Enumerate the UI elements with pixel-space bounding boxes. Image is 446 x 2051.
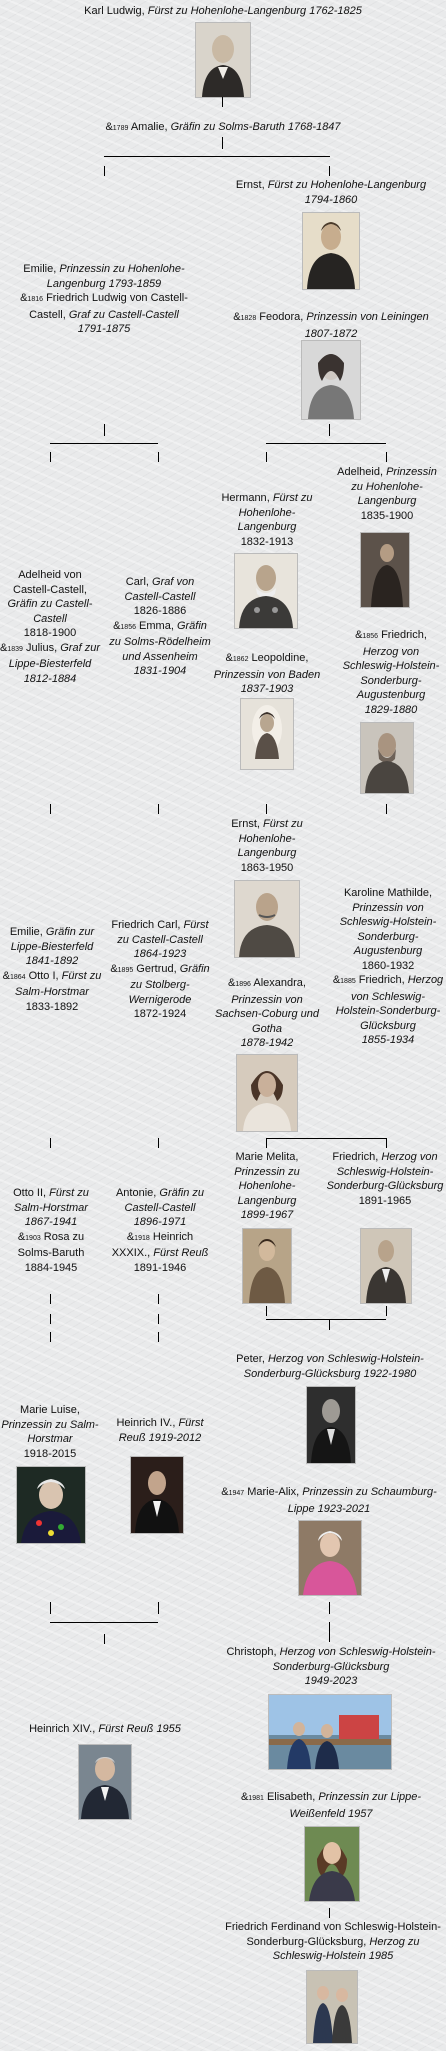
- person-title: Fürst zu Castell-Castell 1864-1923: [117, 919, 209, 960]
- person-name: Heinrich IV.: [116, 1417, 173, 1429]
- person-title: Fürst Reuß 1955: [98, 1723, 181, 1735]
- spouse-dates: 1831-1904: [133, 665, 187, 677]
- spouse-name: Friedrich Ludwig von Castell-Castell: [29, 292, 188, 321]
- person-title: Gräfin zur Lippe-Biesterfeld: [10, 926, 95, 953]
- person-dates: 1832-1913: [240, 535, 294, 548]
- marriage-year: 1856: [120, 623, 136, 631]
- person-name: Heinrich XIV.: [29, 1723, 93, 1735]
- person-peter[interactable]: Peter, Herzog von Schleswig-Holstein-Sonderburg-Glücksburg 1922-1980: [236, 1353, 424, 1380]
- spouse-name: Heinrich XXXIX.: [111, 1230, 194, 1259]
- portrait-heinrich4[interactable]: [130, 1456, 184, 1534]
- portrait-ernst2[interactable]: [234, 880, 300, 958]
- person-name: Friedrich: [332, 1151, 376, 1163]
- portrait-peter[interactable]: [306, 1386, 356, 1464]
- person-name: Marie Luise: [20, 1404, 77, 1416]
- person-dates: 1829-1880: [364, 703, 418, 716]
- marriage-year: 1816: [27, 296, 43, 303]
- person-heinrich4[interactable]: Heinrich IV., Fürst Reuß 1919-2012: [116, 1417, 204, 1444]
- spouse-title: Graf zu Castell-Castell: [68, 308, 179, 321]
- person-name: Adelheid von Castell-Castell: [13, 569, 84, 596]
- portrait-leopoldine[interactable]: [240, 698, 294, 770]
- person-dates: 1918-2015: [23, 1447, 77, 1460]
- person-title: Fürst zu Hohenlohe-Langenburg: [267, 179, 427, 191]
- person-name: Alexandra: [253, 977, 303, 989]
- person-heinrich14[interactable]: Heinrich XIV., Fürst Reuß 1955: [29, 1723, 181, 1735]
- marriage-year: 1864: [9, 973, 26, 981]
- person-name: Karl Ludwig: [84, 5, 142, 17]
- person-name: Carl: [125, 576, 146, 588]
- spouse-name: Julius: [26, 641, 55, 654]
- photo-friedrich-ferdinand[interactable]: [306, 1970, 358, 2044]
- person-elisabeth[interactable]: &1981 Elisabeth, Prinzessin zur Lippe-Weißenfeld 1957: [240, 1791, 422, 1820]
- portrait-marie-melita[interactable]: [242, 1228, 292, 1304]
- portrait-friedrich-sh[interactable]: [360, 722, 414, 794]
- marriage-year: 1903: [25, 1234, 41, 1242]
- marriage-year: 1947: [228, 1490, 245, 1497]
- person-emilie[interactable]: Emilie, Prinzessin zu Hohenlohe-Langenburg 1793-1859 &1816 Friedrich Ludwig von Castell-Castell, Graf zu Castell-Castell 1791-1875: [20, 263, 188, 335]
- person-title: Herzog von Schleswig-Holstein-Sonderburg-Augustenburg: [342, 645, 440, 701]
- person-amalie[interactable]: &1789 Amalie, Gräfin zu Solms-Baruth 1768-1847: [105, 121, 341, 133]
- portrait-marie-luise[interactable]: [16, 1466, 86, 1544]
- person-dates: 1867-1941: [24, 1216, 78, 1228]
- person-leopoldine[interactable]: &1862 Leopoldine, Prinzessin von Baden 1837-1903: [213, 652, 321, 695]
- portrait-ernst[interactable]: [302, 212, 360, 290]
- person-marie-alix[interactable]: &1947 Marie-Alix, Prinzessin zu Schaumburg-Lippe 1923-2021: [221, 1486, 437, 1515]
- marriage-year: 1856: [362, 633, 378, 640]
- person-dates: 1863-1950: [240, 861, 294, 874]
- spouse-title: Gräfin zu Solms-Rödelheim und Assenheim: [109, 619, 211, 663]
- person-name: Antonie: [115, 1187, 154, 1199]
- person-title: Fürst zu Hohenlohe-Langenburg 1762-1825: [147, 5, 362, 17]
- spouse-name: Emma: [139, 619, 171, 632]
- person-name: Hermann: [221, 492, 267, 504]
- person-title: Fürst zu Salm-Horstmar: [14, 1187, 89, 1214]
- person-dates: 1835-1900: [360, 509, 414, 522]
- person-title: Herzog von Schleswig-Holstein-Sonderburg-Glücksburg: [272, 1646, 436, 1673]
- person-marie-luise[interactable]: Marie Luise, Prinzessin zu Salm-Horstmar 1918-2015: [1, 1404, 99, 1460]
- portrait-alexandra[interactable]: [236, 1054, 298, 1132]
- person-name: Adelheid: [337, 466, 380, 478]
- marriage-year: 1981: [248, 1795, 264, 1802]
- person-emilie-l[interactable]: Emilie, Gräfin zur Lippe-Biesterfeld 1841-1892 &1864 Otto I, Fürst zu Salm-Horstmar 1833-1892: [2, 926, 102, 1013]
- person-name: Marie Melita: [235, 1151, 296, 1163]
- person-otto2[interactable]: Otto II, Fürst zu Salm-Horstmar 1867-1941 &1903 Rosa zu Solms-Baruth 1884-1945: [13, 1187, 89, 1274]
- spouse-dates: 1791-1875: [77, 323, 131, 335]
- person-dates: 1878-1942: [240, 1037, 294, 1049]
- person-dates: 1826-1886: [133, 605, 187, 617]
- person-name: Feodora: [259, 311, 301, 323]
- marriage-year: 1895: [117, 966, 134, 974]
- person-title: Graf von Castell-Castell: [124, 576, 196, 603]
- spouse-title: Graf zur Lippe-Biesterfeld: [8, 641, 100, 670]
- person-title: Gräfin zu Castell-Castell: [124, 1187, 205, 1214]
- person-dates: 1949-2023: [304, 1675, 358, 1687]
- person-name: Emilie: [9, 926, 40, 938]
- person-dates: 1899-1967: [240, 1209, 294, 1221]
- person-title: Herzog von Schleswig-Holstein-Sonderburg-Glücksburg: [326, 1151, 444, 1192]
- person-name: Christoph: [226, 1646, 274, 1658]
- person-karl-ludwig[interactable]: Karl Ludwig, Fürst zu Hohenlohe-Langenburg 1762-1825: [84, 5, 362, 17]
- portrait-adelheid-h[interactable]: [360, 532, 410, 608]
- person-title: Fürst zu Hohenlohe-Langenburg: [237, 818, 303, 859]
- person-title: Prinzessin zur Lippe-Weißenfeld 1957: [289, 1791, 422, 1820]
- person-title: Herzog zu Schleswig-Holstein 1985: [272, 1935, 420, 1962]
- person-title: Prinzessin von Schleswig-Holstein-Sonderburg-Augustenburg: [339, 901, 437, 957]
- spouse-title: zu Solms-Baruth: [17, 1230, 85, 1259]
- spouse-dates: 1872-1924: [133, 1008, 187, 1020]
- person-title: Gräfin zu Castell-Castell: [7, 598, 93, 625]
- person-title: Herzog von Schleswig-Holstein-Sonderburg-Glücksburg 1922-1980: [243, 1353, 424, 1380]
- person-karoline[interactable]: Karoline Mathilde, Prinzessin von Schleswig-Holstein-Sonderburg-Augustenburg 1860-1932 &1885 Friedrich, Herzog von Schleswig-Holstein-Sonderburg-Glücksburg 1855-1934: [332, 887, 444, 1046]
- spouse-name: Gertrud: [136, 962, 174, 975]
- photo-christoph[interactable]: [268, 1694, 392, 1770]
- person-feodora[interactable]: &1828 Feodora, Prinzessin von Leiningen 1807-1872: [233, 311, 429, 340]
- spouse-title: Fürst Reuß: [153, 1247, 209, 1259]
- person-name: Amalie: [130, 121, 165, 133]
- person-adelheid-c[interactable]: Adelheid von Castell-Castell, Gräfin zu Castell-Castell 1818-1900 &1839 Julius, Graf zur Lippe-Biesterfeld 1812-1884: [0, 569, 100, 685]
- spouse-dates: 1855-1934: [361, 1034, 415, 1046]
- portrait-friedrich-g[interactable]: [360, 1228, 412, 1304]
- person-title: Prinzessin zu Hohenlohe-Langenburg: [234, 1165, 300, 1207]
- person-title: Prinzessin zu Hohenlohe-Langenburg 1793-1859: [46, 263, 185, 290]
- person-title: Prinzessin von Baden 1837-1903: [213, 668, 321, 695]
- portrait-heinrich14[interactable]: [78, 1744, 132, 1820]
- portrait-karl-ludwig[interactable]: [195, 22, 251, 98]
- person-name: Emilie: [23, 263, 54, 275]
- spouse-name: Otto I: [28, 969, 56, 982]
- person-dates: 1794-1860: [304, 193, 358, 206]
- person-adelheid-h[interactable]: Adelheid, Prinzessin zu Hohenlohe-Langenburg 1835-1900: [337, 466, 437, 522]
- person-dates: 1807-1872: [304, 327, 358, 340]
- person-name: Karoline Mathilde: [343, 887, 429, 899]
- marriage-year: 1918: [134, 1234, 150, 1242]
- person-title: Fürst zu Hohenlohe-Langenburg: [237, 492, 313, 533]
- person-marie-melita[interactable]: Marie Melita, Prinzessin zu Hohenlohe-Langenburg 1899-1967: [234, 1151, 300, 1221]
- person-name: Elisabeth: [266, 1791, 313, 1803]
- person-title: Prinzessin von Sachsen-Coburg und Gotha: [215, 993, 319, 1035]
- person-ernst2[interactable]: Ernst, Fürst zu Hohenlohe-Langenburg 1863-1950: [231, 818, 303, 874]
- person-dates: 1841-1892: [25, 955, 79, 967]
- person-antonie[interactable]: Antonie, Gräfin zu Castell-Castell 1896-1971 &1918 Heinrich XXXIX., Fürst Reuß 1891-1946: [111, 1187, 209, 1274]
- person-christoph[interactable]: Christoph, Herzog von Schleswig-Holstein-Sonderburg-Glücksburg 1949-2023: [226, 1646, 436, 1687]
- portrait-feodora[interactable]: [301, 340, 361, 420]
- person-name: Friedrich: [381, 629, 424, 641]
- spouse-dates: 1884-1945: [24, 1261, 78, 1274]
- person-name: Leopoldine: [251, 652, 306, 664]
- person-friedrich-g[interactable]: Friedrich, Herzog von Schleswig-Holstein-Sonderburg-Glücksburg 1891-1965: [326, 1151, 444, 1207]
- person-name: Marie-Alix: [247, 1486, 297, 1498]
- person-ernst[interactable]: Ernst, Fürst zu Hohenlohe-Langenburg 1794-1860: [235, 179, 427, 206]
- person-dates: 1896-1971: [133, 1216, 187, 1228]
- person-friedrich-carl[interactable]: Friedrich Carl, Fürst zu Castell-Castell 1864-1923 &1895 Gertrud, Gräfin zu Stolberg-Wernigerode 1872-1924: [110, 919, 210, 1020]
- person-alexandra[interactable]: &1896 Alexandra, Prinzessin von Sachsen-Coburg und Gotha 1878-1942: [215, 977, 319, 1049]
- portrait-hermann[interactable]: [234, 553, 298, 629]
- person-dates: 1860-1932: [361, 959, 415, 972]
- person-title: Prinzessin von Leiningen: [306, 311, 429, 323]
- spouse-name: Friedrich: [358, 974, 402, 986]
- portrait-elisabeth[interactable]: [304, 1826, 360, 1902]
- person-dates: 1818-1900: [23, 627, 77, 639]
- person-name: Otto II: [13, 1187, 44, 1199]
- person-name: Peter: [236, 1353, 262, 1365]
- person-carl[interactable]: Carl, Graf von Castell-Castell 1826-1886 &1856 Emma, Gräfin zu Solms-Rödelheim und Assenheim 1831-1904: [109, 576, 211, 677]
- person-friedrich-ferdinand[interactable]: Friedrich Ferdinand von Schleswig-Holstein-Sonderburg-Glücksburg, Herzog zu Schleswig-Holstein 1985: [225, 1921, 441, 1962]
- person-name: Friedrich Carl: [111, 919, 178, 931]
- spouse-name: Rosa: [43, 1230, 70, 1243]
- person-friedrich-sh[interactable]: &1856 Friedrich, Herzog von Schleswig-Holstein-Sonderburg-Augustenburg 1829-1880: [342, 629, 440, 716]
- marriage-year: 1885: [340, 978, 356, 985]
- marriage-year: 1828: [240, 315, 257, 322]
- marriage-year: 1896: [235, 981, 251, 988]
- portrait-marie-alix[interactable]: [298, 1520, 362, 1596]
- person-hermann[interactable]: Hermann, Fürst zu Hohenlohe-Langenburg 1832-1913: [221, 492, 313, 548]
- spouse-title: Fürst zu Salm-Horstmar: [15, 969, 102, 998]
- person-title: Prinzessin zu Schaumburg-Lippe 1923-2021: [287, 1486, 437, 1515]
- person-title: Gräfin zu Solms-Baruth 1768-1847: [170, 121, 341, 133]
- person-name: Ernst: [235, 179, 262, 191]
- marriage-year: 1839: [7, 645, 23, 653]
- marriage-year: 1862: [232, 656, 249, 663]
- person-title: Fürst Reuß 1919-2012: [118, 1417, 204, 1444]
- spouse-title: Gräfin zu Stolberg-Wernigerode: [128, 962, 210, 1006]
- person-name: Ernst: [231, 818, 257, 830]
- person-dates: 1891-1965: [358, 1194, 412, 1207]
- spouse-dates: 1833-1892: [25, 1000, 79, 1013]
- marriage-year: 1789: [112, 125, 129, 132]
- person-name: Friedrich Ferdinand von Schleswig-Holstein-Sonderburg-Glücksburg: [225, 1921, 441, 1948]
- spouse-dates: 1812-1884: [23, 672, 77, 685]
- person-title: Prinzessin zu Salm-Horstmar: [1, 1418, 99, 1445]
- person-title: Prinzessin zu Hohenlohe-Langenburg: [351, 466, 437, 507]
- spouse-dates: 1891-1946: [133, 1261, 187, 1274]
- spouse-title: Herzog von Schleswig-Holstein-Sonderburg-Glücksburg: [335, 974, 444, 1032]
